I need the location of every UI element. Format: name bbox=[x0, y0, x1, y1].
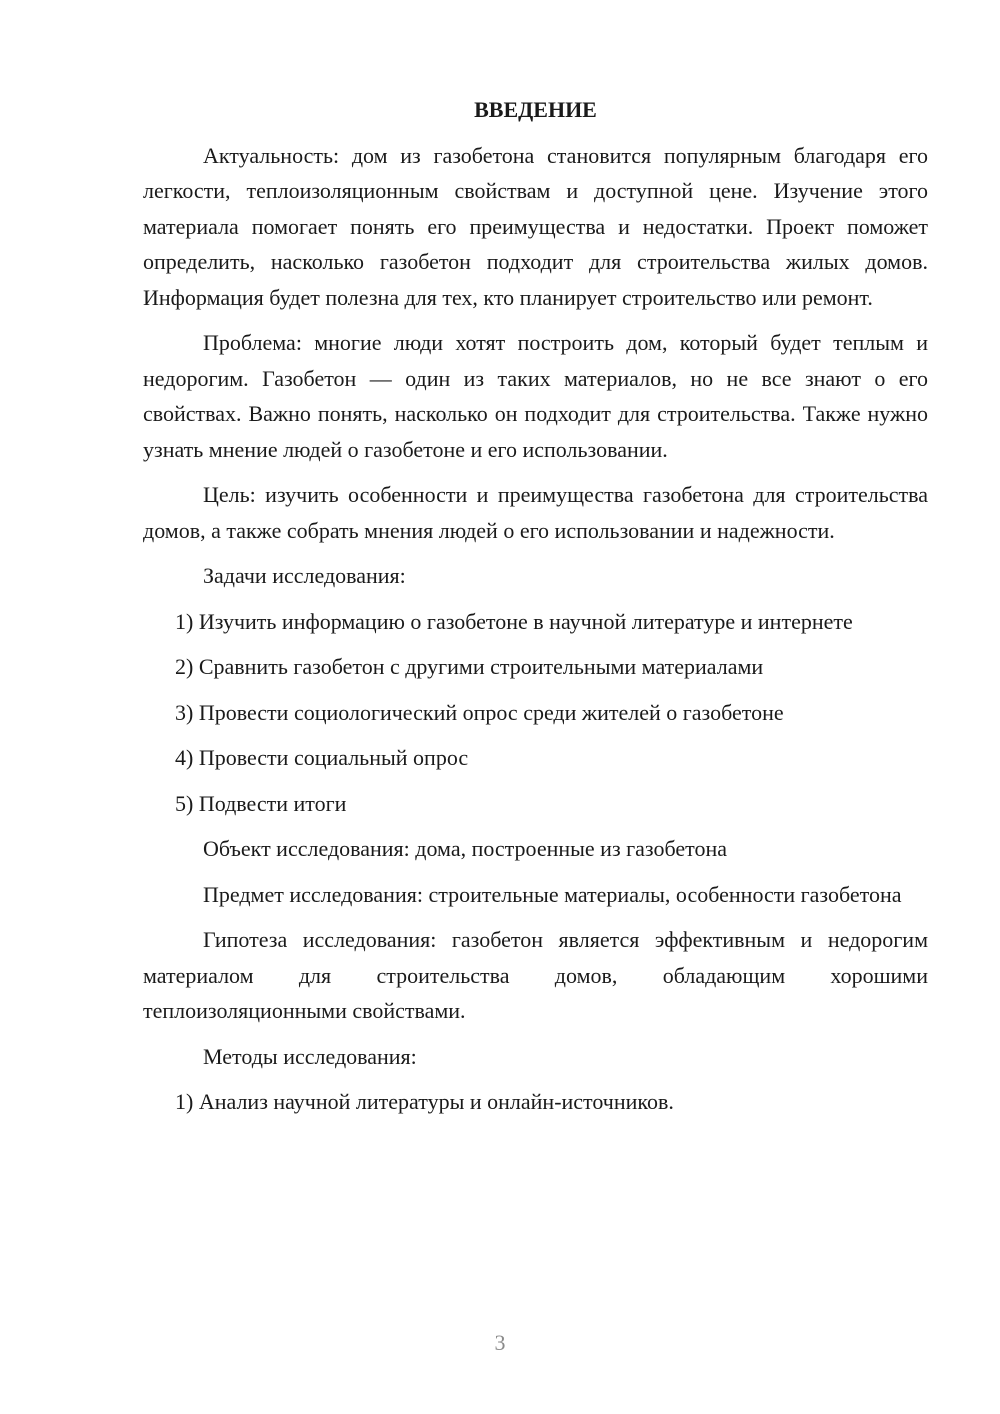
paragraph-subject: Предмет исследования: строительные материалы, особенности газобетона bbox=[203, 881, 902, 907]
paragraph-object: Объект исследования: дома, построенные из газобетона bbox=[203, 836, 728, 861]
tasks-heading: Задачи исследования: bbox=[203, 563, 406, 588]
methods-heading: Методы исследования: bbox=[203, 1043, 417, 1069]
method-item-1: 1) Анализ научной литературы и онлайн-источников. bbox=[175, 1089, 674, 1114]
task-item-4: 4) Провести социальный опрос bbox=[175, 745, 469, 770]
document-page bbox=[143, 92, 928, 1130]
task-item-5: 5) Подвести итоги bbox=[175, 790, 347, 816]
paragraph-goal: Цель: изучить особенности и преимущества газобетона для строительства домов, а также собрать мнения людей о его использовании и надежности. bbox=[143, 482, 928, 543]
paragraph-problem: Проблема: многие люди хотят построить дом, который будет теплым и недорогим. Газобетон — один из таких материалов, но не все знают о его свойствах. Важно понять, насколько он подходит для строительства. Также нужно узнать мнение людей о газобетоне и его использовании. bbox=[143, 330, 928, 462]
task-item-1: 1) Изучить информацию о газобетоне в научной литературе и интернете bbox=[175, 608, 853, 634]
task-item-2: 2) Сравнить газобетон с другими строительными материалами bbox=[175, 654, 764, 679]
paragraph-relevance: Актуальность: дом из газобетона становится популярным благодаря его легкости, теплоизоляционным свойствам и доступной цене. Изучение этого материала помогает понять его преимущества и недостатки. Проект поможет определить, насколько газобетон подходит для строительства жилых домов. Информация будет полезна для тех, кто планирует строительство или ремонт. bbox=[143, 142, 928, 310]
task-item-3: 3) Провести социологический опрос среди жителей о газобетоне bbox=[175, 699, 784, 725]
page-number: 3 bbox=[494, 1330, 506, 1355]
section-title: ВВЕДЕНИЕ bbox=[474, 97, 597, 122]
paragraph-hypothesis: Гипотеза исследования: газобетон является эффективным и недорогим материалом для строительства домов, обладающим хорошими теплоизоляционными свойствами. bbox=[143, 927, 928, 1023]
